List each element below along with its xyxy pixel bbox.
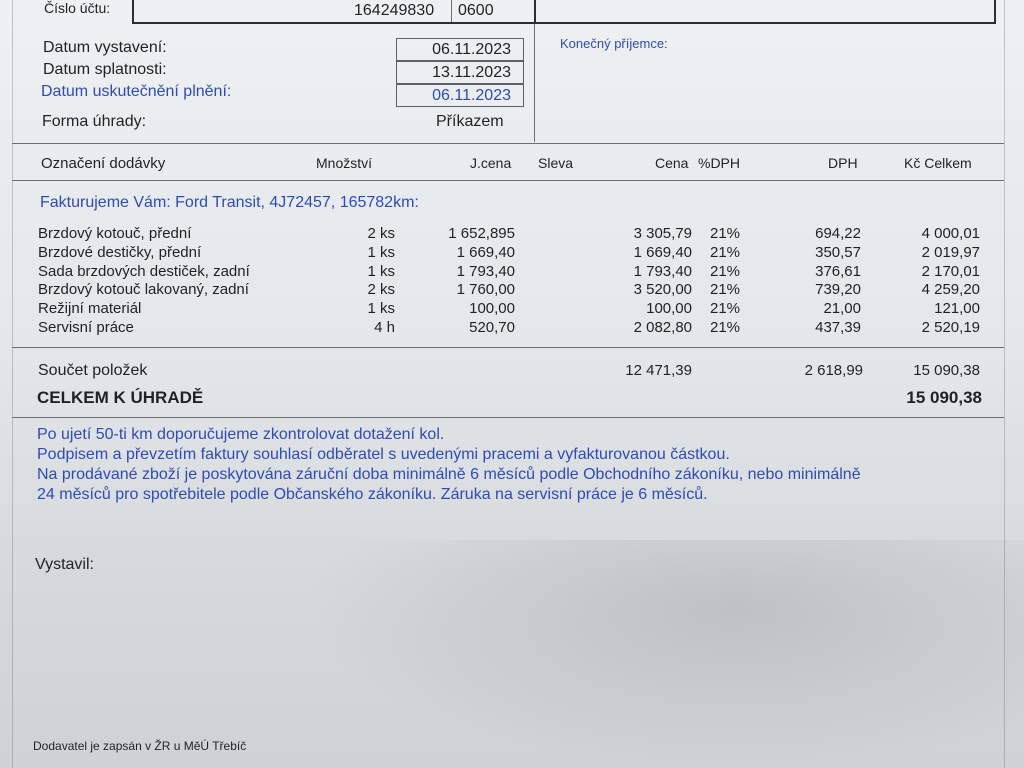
item-vat: 376,61 [815, 263, 861, 280]
issued-date-box [396, 38, 524, 61]
page-left-edge [12, 0, 13, 768]
item-unit-price: 520,70 [469, 319, 515, 336]
item-unit-price: 100,00 [469, 300, 515, 317]
footer-registration: Dodavatel je zapsán v ŽR u MěÚ Třebíč [33, 739, 247, 753]
item-vat-pct: 21% [710, 225, 741, 242]
account-number-divider [451, 0, 452, 22]
col-unit-price: J.cena [470, 155, 512, 171]
item-vat: 739,20 [815, 281, 861, 298]
item-price: 1 793,40 [633, 263, 692, 280]
header-bottom-rule [12, 180, 1004, 181]
item-total: 2 520,19 [921, 319, 980, 336]
item-name: Servisní práce [38, 319, 134, 336]
item-qty: 2 ks [367, 281, 395, 298]
item-qty: 1 ks [367, 263, 395, 280]
col-price: Cena [655, 155, 689, 171]
taxable-date-label: Datum uskutečnění plnění: [41, 83, 232, 100]
item-name: Brzdový kotouč lakovaný, zadní [38, 281, 249, 298]
account-box-left [132, 0, 134, 24]
item-price: 1 669,40 [633, 244, 692, 261]
item-qty: 4 h [374, 319, 395, 336]
item-name: Brzdové destičky, přední [38, 244, 202, 261]
item-vat: 350,57 [815, 244, 861, 261]
item-total: 2 170,01 [921, 263, 980, 280]
due-date: 13.11.2023 [432, 64, 511, 81]
item-qty: 2 ks [367, 225, 395, 242]
issued-by-label: Vystavil: [35, 556, 94, 573]
note-line: 24 měsíců pro spotřebitele podle Občanského zákoníku. Záruka na servisní práce je 6 měsíců. [37, 486, 708, 503]
item-unit-price: 1 669,40 [456, 244, 515, 261]
col-desc: Označení dodávky [41, 155, 166, 172]
item-vat: 437,39 [815, 319, 861, 336]
note-line: Na prodávané zboží je poskytována záruční doba minimálně 6 měsíců podle Obchodního zákoníku, nebo minimálně [37, 466, 861, 483]
account-label: Číslo účtu: [44, 0, 111, 16]
item-name: Sada brzdových destiček, zadní [38, 263, 250, 280]
item-vat-pct: 21% [710, 281, 741, 298]
paper-shadow [300, 540, 1024, 768]
item-total: 4 259,20 [921, 281, 980, 298]
col-vat: DPH [828, 155, 858, 171]
item-name: Režijní materiál [38, 300, 142, 317]
sum-label: Součet položek [38, 362, 148, 379]
item-qty: 1 ks [367, 244, 395, 261]
recipient-divider [534, 24, 535, 142]
sum-price: 12 471,39 [625, 362, 692, 379]
item-price: 100,00 [646, 300, 692, 317]
taxable-date: 06.11.2023 [432, 87, 511, 104]
issued-date: 06.11.2023 [432, 41, 511, 58]
item-total: 2 019,97 [921, 244, 980, 261]
item-total: 4 000,01 [921, 225, 980, 242]
page-right-edge [1004, 0, 1005, 768]
grand-total-value: 15 090,38 [906, 388, 982, 407]
taxable-date-box [396, 84, 524, 107]
col-qty: Množství [316, 155, 373, 171]
item-unit-price: 1 652,895 [448, 225, 515, 242]
account-box-divider [534, 0, 536, 24]
grand-total-label: CELKEM K ÚHRADĚ [37, 388, 204, 407]
item-vat: 21,00 [823, 300, 861, 317]
item-vat: 694,22 [815, 225, 861, 242]
item-vat-pct: 21% [710, 319, 741, 336]
header-top-rule [12, 143, 1004, 144]
invoice-intro: Fakturujeme Vám: Ford Transit, 4J72457, 165782km: [40, 194, 419, 211]
item-name: Brzdový kotouč, přední [38, 225, 192, 242]
item-unit-price: 1 760,00 [456, 281, 515, 298]
item-qty: 1 ks [367, 300, 395, 317]
bank-code: 0600 [458, 2, 494, 19]
item-total: 121,00 [934, 300, 980, 317]
due-label: Datum splatnosti: [43, 61, 167, 78]
payment-method: Příkazem [436, 113, 504, 130]
col-vat-pct: %DPH [698, 155, 741, 171]
item-price: 2 082,80 [633, 319, 692, 336]
payment-label: Forma úhrady: [42, 113, 147, 130]
due-date-box [396, 61, 524, 84]
summary-top-rule [12, 347, 1004, 348]
account-box-bottom [132, 22, 994, 24]
sum-total: 15 090,38 [913, 362, 980, 379]
note-line: Podpisem a převzetím faktury souhlasí odběratel s uvedenými pracemi a vyfakturovanou částkou. [37, 446, 730, 463]
account-box-right [994, 0, 996, 24]
summary-bottom-rule [12, 417, 1004, 418]
note-line: Po ujetí 50-ti km doporučujeme zkontrolovat dotažení kol. [37, 426, 445, 443]
sum-vat: 2 618,99 [804, 362, 863, 379]
item-price: 3 520,00 [633, 281, 692, 298]
item-unit-price: 1 793,40 [456, 263, 515, 280]
account-number: 164249830 [354, 2, 435, 19]
col-discount: Sleva [538, 155, 574, 171]
item-vat-pct: 21% [710, 300, 741, 317]
item-vat-pct: 21% [710, 244, 741, 261]
issued-label: Datum vystavení: [43, 39, 167, 56]
item-price: 3 305,79 [633, 225, 692, 242]
item-vat-pct: 21% [710, 263, 741, 280]
col-total: Kč Celkem [904, 155, 972, 171]
recipient-label: Konečný příjemce: [560, 36, 668, 51]
